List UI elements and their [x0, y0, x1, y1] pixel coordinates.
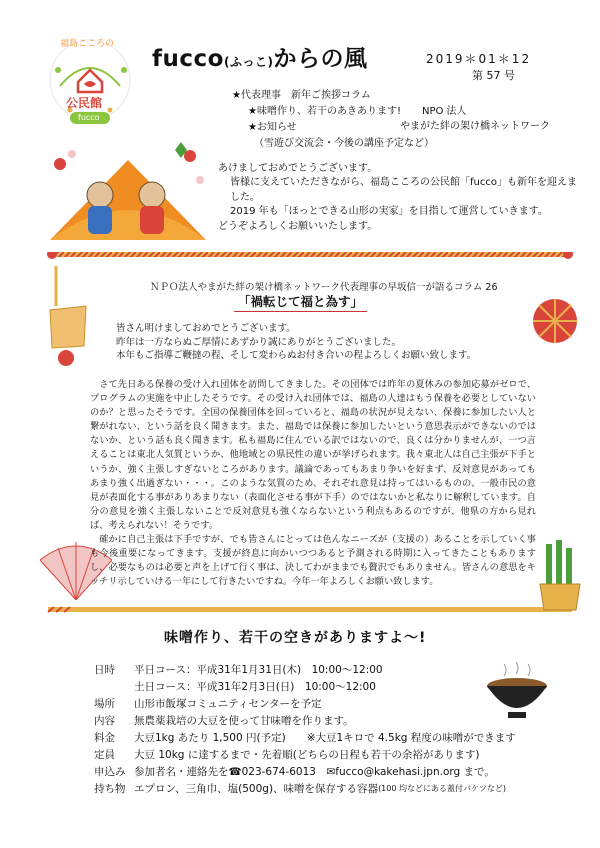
greeting-text — [218, 162, 578, 234]
greeting-line-3: 2019 年も「ほっとできる山形の実家」を目指して運営していきます。 — [230, 206, 548, 218]
event-value: 参加者名・連絡先を☎023-674-6013 ✉fucco@kakehasi.jpn.org まで。 — [134, 766, 495, 778]
temari-ball-illustration — [530, 296, 580, 346]
event-value: 大豆1kg あたり 1,500 円(予定) ※大豆1キロで 4.5kg 程度の味噌ができます — [134, 732, 516, 744]
left-ornament-illustration — [46, 266, 94, 370]
toc-item-4: （雪遊び交流会・今後の講座予定など） — [254, 138, 434, 149]
toc-item-2: ★味噌作り、若干のあきあります! — [248, 106, 401, 117]
event-title: 味噌作り、若干の空きがありますよ～! — [164, 630, 427, 646]
title-paren: (ふっこ) — [223, 55, 274, 69]
logo-bottom-text: fucco — [78, 113, 100, 122]
event-label: 場所 — [94, 698, 115, 710]
event-row-4 — [94, 713, 564, 729]
title-main: fucco — [152, 46, 224, 72]
event-label — [94, 679, 134, 695]
column-intro — [116, 322, 516, 363]
rope-border-bottom — [40, 600, 580, 610]
org-name-1: NPO 法人 — [422, 106, 467, 117]
event-value: 大豆 10kg に達するまで・先着順(どちらの日程も若干の余裕があります) — [134, 749, 480, 761]
event-label: 内容 — [94, 715, 115, 727]
column-intro-line-2: 昨年は一方ならぬご厚情にあずかり誠にありがとうございました。 — [116, 336, 402, 348]
greeting-line-2: 皆様に支えていただきながら、福島こころの公民館「fucco」も新年を迎えました。 — [230, 177, 577, 203]
event-value: エプロン、三角巾、塩(500g)、味噌を保存する容器 — [134, 783, 379, 795]
event-label: 日時 — [94, 664, 115, 676]
column-body — [90, 378, 536, 589]
logo-top-text: 福島こころの — [60, 39, 115, 49]
event-value: 無農薬栽培の大豆を使って甘味噌を作ります。 — [134, 715, 354, 727]
event-row-8 — [94, 781, 564, 797]
event-value: 平日コース：平成31年1月31日(木) 10:00～12:00 — [134, 664, 383, 676]
event-label: 申込み — [94, 766, 126, 778]
event-row-6 — [94, 747, 564, 763]
column-subtitle: ＮＰＯ法人やまがた絆の架け橋ネットワーク代表理事の早坂信一が語るコラム 26 — [150, 282, 498, 293]
issue-number: 第 57 号 — [472, 69, 515, 82]
issue-date: 2019＊01＊12 — [426, 52, 532, 66]
logo-center-text: 公民館 — [66, 96, 103, 110]
toc-item-1: ★代表理事 新年ご挨拶コラム — [232, 90, 371, 101]
kadomatsu-illustration — [536, 540, 584, 612]
column-body-paragraph-2: 確かに自己主張は下手ですが、でも皆さんにとっては色んなニーズが（支援の）あることを示していく事も今後重要になってきます。支援が終息に向かいつつあると予測される時期に入ってきたこともありますし、必要なものは必要と声を上げて行く事は、決してわがままでも贅沢でもありません。皆さんの意思をキッチリ示していける一年にして行きたいですね。今年一年よろしくお願い致します。 — [90, 534, 536, 588]
event-row-7 — [94, 764, 564, 780]
newsletter-title — [152, 40, 367, 73]
toc-item-3: ★お知らせ — [248, 122, 297, 133]
greeting-line-4: どうぞよろしくお願いいたします。 — [218, 220, 378, 232]
event-label: 持ち物 — [94, 783, 126, 795]
title-rest: からの風 — [273, 46, 368, 72]
org-name-2: やまがた絆の架け橋ネットワーク — [400, 121, 550, 132]
event-row-1 — [94, 662, 564, 678]
event-label: 定員 — [94, 749, 115, 761]
event-note: (100 均などにある蓋付バケツなど) — [378, 784, 507, 793]
event-row-3 — [94, 696, 564, 712]
event-row-2 — [94, 679, 564, 695]
event-row-5 — [94, 730, 564, 746]
event-value: 土日コース：平成31年2月3日(日) 10:00～12:00 — [134, 681, 376, 693]
new-year-fan-illustration — [40, 140, 216, 252]
column-intro-line-1: 皆さん明けましておめでとうございます。 — [116, 323, 296, 334]
event-value: 山形市飯塚コミュニティセンターを予定 — [134, 698, 322, 710]
event-label: 料金 — [94, 732, 115, 744]
column-title: 「禍転じて福と為す」 — [238, 294, 364, 309]
column-intro-line-3: 本年もご指導ご鞭撻の程、そして変わらぬお付き合いの程よろしくお願い致します。 — [116, 350, 477, 362]
column-body-paragraph-1: さて先日ある保養の受け入れ団体を訪問してきました。その団体では昨年の夏休みの参加応募がゼロで、プログラムの実施を中止したそうです。その受け入れ団体では、福島の人達はもう保養を必要としていないのか？と思ったそうです。全国の保養団体を回っていると、福島の状況が見えない、保養に参加したい人と繋がれない、という話を良く聞きます。また、福島では保養に参加したいという意思表示ができないのではないか、という話も良く聞きます。私も福島に住んでいる訳ではないので、良くは分かりませんが、一つ言えることは東北人気質というか、他地域との県民性の違いが挙げられます。我々東北人は自己主張が下手というか、強く主張しすぎないところがあります。議論であってもあまり争いを好まず、反対意見があってもあまり強く出過ぎない・・・。このような気質のため、それぞれ意見は持ってはいるものの、一般市民の意見が表面化する事がありあまりない（表面化させる事が下手）のではないかと私なりに解釈しています。自分の意見を強く主張しないことで反対意見も強くならないという利点もあるのですが、他県の方から見れば、考えられない！そうです。 — [90, 379, 536, 531]
fucco-logo — [40, 30, 140, 126]
greeting-line-1: あけましておめでとうございます。 — [218, 163, 378, 174]
